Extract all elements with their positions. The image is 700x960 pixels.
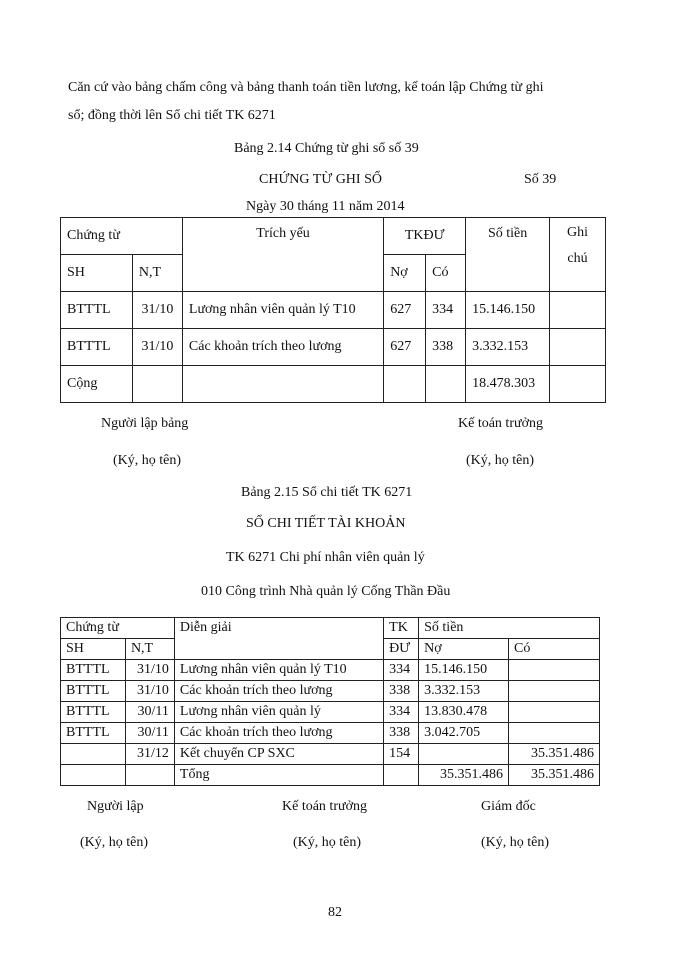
table-row (61, 329, 606, 366)
total-no: 35.351.486 (419, 765, 509, 786)
header-trich-yeu: Trích yếu (182, 218, 383, 292)
cell-nt: 31/10 (125, 681, 174, 702)
cell-nt: 31/12 (125, 744, 174, 765)
signature-preparer-sub: (Ký, họ tên) (113, 453, 182, 468)
header-tk: TK (384, 618, 419, 639)
table2-caption: Bảng 2.15 Sổ chi tiết TK 6271 (241, 485, 413, 500)
header-co: Có (509, 639, 600, 660)
cell-co: 338 (426, 329, 466, 366)
cell-no: 15.146.150 (419, 660, 509, 681)
total-row (61, 366, 606, 403)
header-dien-giai: Diễn giải (174, 618, 383, 660)
cell-sh: BTTTL (61, 329, 133, 366)
cell-sh (61, 744, 126, 765)
cell-tk: 334 (384, 660, 419, 681)
cell-sh: BTTTL (61, 681, 126, 702)
signature-preparer-sub: (Ký, họ tên) (80, 835, 149, 850)
cell-sh: BTTTL (61, 292, 133, 329)
table1-title: CHỨNG TỪ GHI SỔ (259, 172, 382, 187)
table1-caption: Bảng 2.14 Chứng từ ghi sổ số 39 (234, 141, 419, 156)
page-number: 82 (328, 905, 342, 920)
total-label: Cộng (61, 366, 133, 403)
signature-accountant-sub: (Ký, họ tên) (293, 835, 362, 850)
cell-co: 334 (426, 292, 466, 329)
cell-desc: Kết chuyển CP SXC (174, 744, 383, 765)
cell-co (509, 660, 600, 681)
header-tkdu: TKĐƯ (384, 218, 466, 255)
header-chung-tu: Chứng từ (61, 618, 175, 639)
total-amount: 18.478.303 (466, 366, 550, 403)
cell-nt: 30/11 (125, 723, 174, 744)
table2-title: SỔ CHI TIẾT TÀI KHOẢN (246, 516, 406, 531)
cell-amount: 15.146.150 (466, 292, 550, 329)
signature-accountant-title: Kế toán trưởng (458, 416, 543, 431)
cell-no: 3.332.153 (419, 681, 509, 702)
table1-date: Ngày 30 tháng 11 năm 2014 (246, 199, 405, 214)
cell-tk: 338 (384, 723, 419, 744)
table-row (61, 681, 600, 702)
cell-desc: Lương nhân viên quản lý T10 (174, 660, 383, 681)
cell-co (509, 723, 600, 744)
table-row (61, 292, 606, 329)
cell-desc: Lương nhân viên quản lý (174, 702, 383, 723)
cell-desc: Các khoản trích theo lương (174, 681, 383, 702)
signature-preparer-title: Người lập bảng (101, 416, 189, 431)
total-co: 35.351.486 (509, 765, 600, 786)
cell-no: 627 (384, 329, 426, 366)
header-no: Nợ (419, 639, 509, 660)
voucher-table (60, 217, 606, 403)
cell-desc: Lương nhân viên quản lý T10 (182, 292, 383, 329)
header-co: Có (426, 255, 466, 292)
total-row (61, 765, 600, 786)
cell-nt: 31/10 (132, 292, 182, 329)
intro-line-1: Căn cứ vào bảng chấm công và bảng thanh toán tiền lương, kế toán lập Chứng từ ghi (68, 80, 544, 95)
cell-sh: BTTTL (61, 723, 126, 744)
cell-amount: 3.332.153 (466, 329, 550, 366)
table2-subtitle-2: 010 Công trình Nhà quản lý Cống Thần Đầu (201, 584, 451, 599)
header-sh: SH (61, 639, 126, 660)
signature-accountant-sub: (Ký, họ tên) (466, 453, 535, 468)
cell-co (509, 702, 600, 723)
header-ghi-chu: Ghi chú (550, 218, 606, 292)
signature-preparer-title: Người lập (87, 799, 144, 814)
header-so-tien: Số tiền (419, 618, 600, 639)
table-row (61, 702, 600, 723)
header-nt: N,T (125, 639, 174, 660)
intro-line-2: sổ; đồng thời lên Sổ chi tiết TK 6271 (68, 108, 276, 123)
cell-no: 13.830.478 (419, 702, 509, 723)
table1-number: Số 39 (524, 172, 557, 187)
total-label: Tổng (174, 765, 383, 786)
header-du: ĐƯ (384, 639, 419, 660)
cell-tk: 154 (384, 744, 419, 765)
account-detail-table (60, 617, 600, 786)
cell-co: 35.351.486 (509, 744, 600, 765)
cell-no (419, 744, 509, 765)
signature-accountant-title: Kế toán trưởng (282, 799, 367, 814)
header-nt: N,T (132, 255, 182, 292)
header-so-tien: Số tiền (466, 218, 550, 292)
table-row (61, 744, 600, 765)
header-chung-tu: Chứng từ (61, 218, 183, 255)
cell-no: 3.042.705 (419, 723, 509, 744)
cell-nt: 30/11 (125, 702, 174, 723)
header-sh: SH (61, 255, 133, 292)
signature-director-title: Giám đốc (481, 799, 536, 814)
cell-tk: 338 (384, 681, 419, 702)
table2-subtitle-1: TK 6271 Chi phí nhân viên quản lý (226, 550, 425, 565)
cell-no: 627 (384, 292, 426, 329)
cell-nt: 31/10 (125, 660, 174, 681)
header-no: Nợ (384, 255, 426, 292)
cell-sh: BTTTL (61, 702, 126, 723)
cell-note (550, 329, 606, 366)
cell-desc: Các khoản trích theo lương (182, 329, 383, 366)
cell-tk: 334 (384, 702, 419, 723)
signature-director-sub: (Ký, họ tên) (481, 835, 550, 850)
cell-desc: Các khoản trích theo lương (174, 723, 383, 744)
cell-co (509, 681, 600, 702)
table-row (61, 723, 600, 744)
cell-sh: BTTTL (61, 660, 126, 681)
cell-nt: 31/10 (132, 329, 182, 366)
table-row (61, 660, 600, 681)
cell-note (550, 292, 606, 329)
